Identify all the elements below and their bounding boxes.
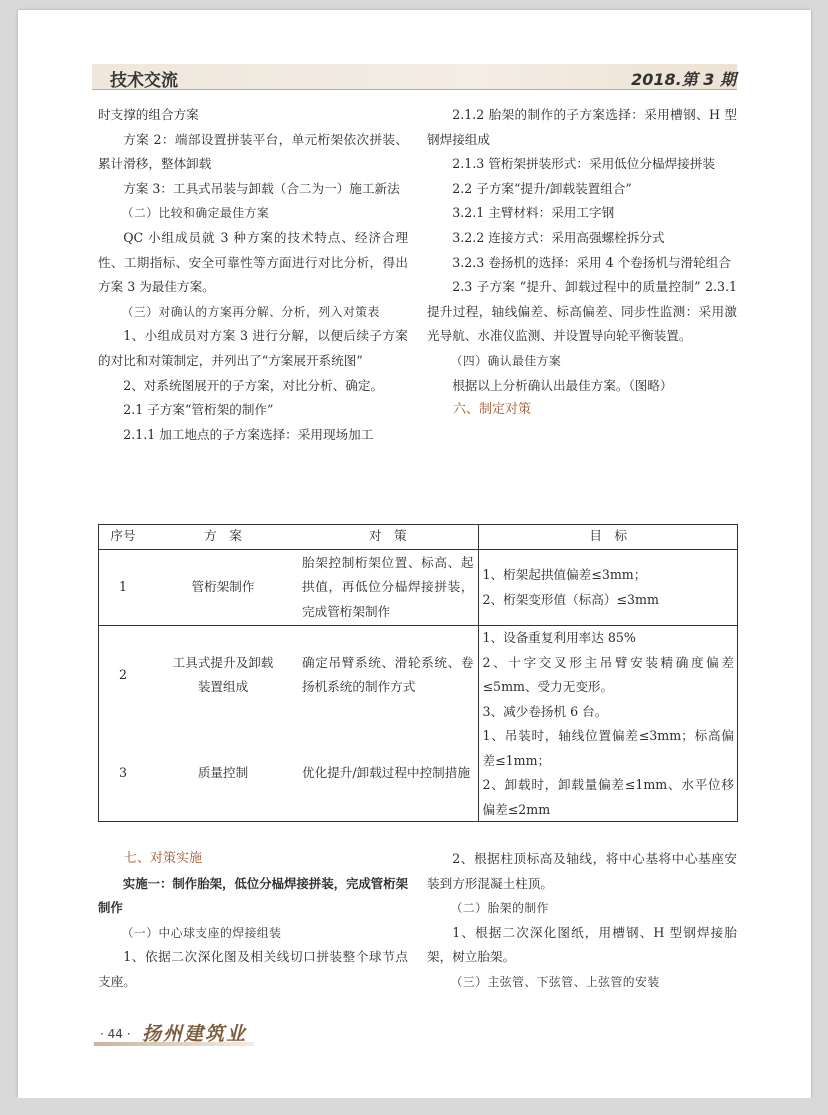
table-header-cell: 序号 bbox=[98, 524, 148, 550]
section-title: 技术交流 bbox=[110, 71, 178, 91]
paragraph: （二）胎架的制作 bbox=[450, 901, 549, 916]
paragraph: 2、根据柱顶标高及轴线，将中心基将中心基座安装到方形混凝土柱顶。 bbox=[427, 851, 737, 891]
paragraph: 1、根据二次深化图纸，用槽钢、H 型钢焊接胎架，树立胎架。 bbox=[427, 924, 737, 965]
magazine-logo: 扬州建筑业 bbox=[142, 1023, 248, 1045]
row-plan: 工具式提升及卸载装置组成 bbox=[148, 626, 298, 725]
paragraph: 2.2 子方案“提升/卸载装置组合” bbox=[452, 180, 632, 196]
table-row bbox=[98, 724, 738, 822]
paragraph: 六、制定对策 bbox=[453, 402, 532, 418]
paragraph: QC 小组成员就 3 种方案的技术特点、经济合理性、工期指标、安全可靠性等方面进行对比分析，得出方案 3 为最佳方案。 bbox=[98, 229, 408, 295]
row-number: 3 bbox=[118, 764, 127, 780]
table-header-row bbox=[98, 524, 738, 550]
paragraph: 方案 2：端部设置拼装平台，单元桁架依次拼装、累计滑移，整体卸载 bbox=[98, 131, 408, 172]
paragraph: （三）对确认的方案再分解、分析，列入对策表 bbox=[121, 304, 380, 319]
paragraph: 2.1 子方案“管桁架的制作” bbox=[123, 402, 274, 418]
paragraph: 3.2.1 主臂材料：采用工字钢 bbox=[452, 205, 615, 221]
left-column-top bbox=[98, 103, 408, 447]
left-column-bottom bbox=[98, 847, 408, 995]
paragraph: 方案 3：工具式吊装与卸载（合二为一）施工新法 bbox=[123, 180, 400, 196]
row-measure: 确定吊臂系统、滑轮系统、卷扬机系统的制作方式 bbox=[298, 626, 478, 725]
paragraph: 2.1.1 加工地点的子方案选择：采用现场加工 bbox=[123, 426, 374, 442]
right-column-bottom bbox=[427, 847, 737, 995]
paragraph: （三）主弦管、下弦管、上弦管的安装 bbox=[450, 974, 660, 989]
paragraph: 2.3 子方案 “提升、卸载过程中的质量控制” 2.3.1 提升过程，轴线偏差、标高偏差、同步性监测：采用激光导航、水准仪监测、并设置导向轮平衡装置。 bbox=[427, 279, 737, 344]
row-plan: 管桁架制作 bbox=[191, 579, 255, 595]
paragraph: （二）比较和确定最佳方案 bbox=[121, 206, 270, 221]
paragraph: 2.1.3 管桁架拼装形式：采用低位分榀焊接拼装 bbox=[452, 156, 715, 172]
table-row bbox=[98, 550, 738, 626]
paragraph: 3.2.2 连接方式：采用高强螺栓拆分式 bbox=[452, 229, 665, 245]
paragraph: 时支撑的组合方案 bbox=[98, 107, 199, 122]
paragraph: 3.2.3 卷扬机的选择：采用 4 个卷扬机与滑轮组合 bbox=[452, 254, 731, 270]
paragraph: （四）确认最佳方案 bbox=[450, 353, 562, 368]
paragraph: 1、小组成员对方案 3 进行分解，以便后续子方案的对比和对策制定，并列出了“方案展开系统图” bbox=[98, 328, 408, 368]
right-column-top bbox=[427, 103, 737, 423]
page-number: · 44 · bbox=[100, 1027, 131, 1041]
paragraph: 根据以上分析确认出最佳方案。（图略） bbox=[452, 377, 673, 393]
paragraph: 实施一：制作胎架，低位分榀焊接拼装，完成管桁架制作 bbox=[98, 875, 408, 916]
row-plan: 质量控制 bbox=[197, 764, 249, 780]
paragraph: 七、对策实施 bbox=[124, 851, 203, 866]
row-number: 1 bbox=[118, 579, 127, 595]
table-header-cell: 目 标 bbox=[478, 524, 738, 550]
table-header-cell: 方 案 bbox=[148, 524, 298, 550]
row-measure: 优化提升/卸载过程中控制措施 bbox=[298, 724, 478, 822]
row-target: 1、吊装时，轴线位置偏差≤3mm；标高偏差≤1mm； 2、卸载时，卸载量偏差≤1mm、水平位移偏差≤2mm bbox=[482, 728, 734, 817]
paragraph: 2、对系统图展开的子方案，对比分析、确定。 bbox=[123, 377, 384, 393]
table-header-cell: 对 策 bbox=[298, 524, 478, 550]
paragraph: （一）中心球支座的焊接组装 bbox=[121, 925, 282, 940]
row-target: 1、设备重复利用率达 85% 2、十字交叉形主吊臂安装精确度偏差≤5mm、受力无变形。 3、减少卷扬机 6 台。 bbox=[478, 626, 738, 725]
paragraph: 2.1.2 胎架的制作的子方案选择：采用槽钢、H 型钢焊接组成 bbox=[427, 107, 737, 147]
measures-table bbox=[98, 524, 738, 822]
row-measure: 胎架控制桁架位置、标高、起拱值，再低位分榀焊接拼装，完成管桁架制作 bbox=[298, 550, 478, 626]
viewer-bottom-strip bbox=[0, 1098, 828, 1115]
issue-label: 2018.第 3 期 bbox=[631, 70, 736, 89]
table-row bbox=[98, 626, 738, 725]
row-target: 1、桁架起拱值偏差≤3mm； 2、桁架变形值（标高）≤3mm bbox=[482, 567, 659, 607]
paragraph: 1、依据二次深化图及相关线切口拼装整个球节点支座。 bbox=[98, 949, 408, 989]
row-number: 2 bbox=[98, 626, 148, 725]
